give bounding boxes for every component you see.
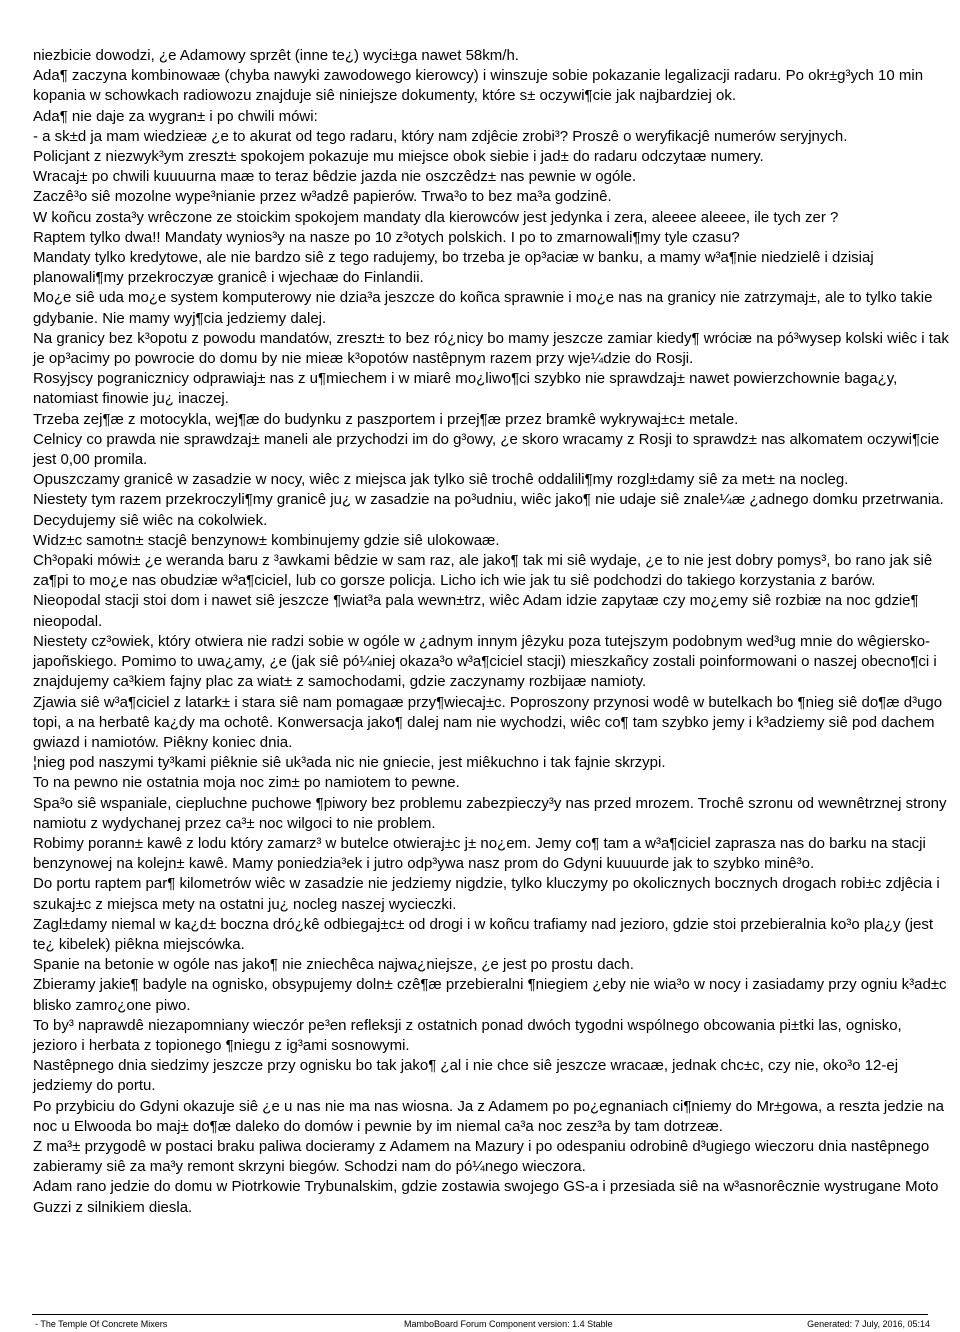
paragraph: Mo¿e siê uda mo¿e system komputerowy nie dzia³a jeszcze do koñca sprawnie i mo¿e nas na granicy nie zatrzymaj±, ale to tylko takie gdybanie. Nie mamy wyj¶cia jedziemy dalej. [33,289,933,327]
paragraph: Zjawia siê w³a¶ciciel z latark± i stara siê nam pomagaæ przy¶wiecaj±c. Poproszony przynosi wodê w butelkach bo ¶nieg siê do¶æ d³ugo topi, a na herbatê ka¿dy ma ochotê. Konwersacja jako¶ dalej nam nie wychodzi, wiêc co¶ tam szybko jemy i k³adziemy siê pod dachem gwiazd i namiotów. Piêkny koniec dnia. [33,693,943,751]
paragraph: Zaczê³o siê mozolne wype³nianie przez w³adzê papierów. Trwa³o to bez ma³a godzinê. [33,188,612,206]
paragraph: Policjant z niezwyk³ym zreszt± spokojem pokazuje mu miejsce obok siebie i jad± do radaru odczytaæ numery. [33,148,764,166]
paragraph: Ada¶ nie daje za wygran± i po chwili mówi: [33,107,318,125]
paragraph: - a sk±d ja mam wiedzieæ ¿e to akurat od tego radaru, który nam zdjêcie zrobi³? Proszê o weryfikacjê numerów seryjnych. [33,127,848,145]
paragraph: To na pewno nie ostatnia moja noc zim± po namiotem to pewne. [33,774,460,792]
paragraph: To by³ naprawdê niezapomniany wieczór pe³en refleksji z ostatnich ponad dwóch tygodni wspólnego obcowania pi±tki las, ognisko, jezioro i herbata z topionego ¶niegu z ig³ami sosnowymi. [33,1016,902,1054]
paragraph: Wracaj± po chwili kuuuurna maæ to teraz bêdzie jazda nie oszczêdz± nas pewnie w ogóle. [33,168,637,186]
document-body [33,46,949,1218]
page-footer [32,1318,930,1330]
paragraph: Opuszczamy granicê w zasadzie w nocy, wiêc z miejsca jak tylko siê trochê oddalili¶my rozgl±damy siê za met± na nocleg. [33,471,849,489]
paragraph: Rosyjscy pogranicznicy odprawiaj± nas z u¶miechem i w miarê mo¿liwo¶ci szybko nie sprawdzaj± nawet powierzchownie baga¿y, natomiast finowie ju¿ inaczej. [33,370,898,408]
paragraph: Po przybiciu do Gdyni okazuje siê ¿e u nas nie ma nas wiosna. Ja z Adamem po po¿egnaniach ci¶niemy do Mr±gowa, a reszta jedzie na noc u Elwooda bo maj± do¶æ daleko do domów i pewnie by im niemal ca³a noc zesz³a by tam dotrzeæ. [33,1097,944,1135]
paragraph: Nieopodal stacji stoi dom i nawet siê jeszcze ¶wiat³a pala wewn±trz, wiêc Adam idzie zapytaæ czy mo¿emy siê rozbiæ na noc gdzie¶ nieopodal. [33,592,919,630]
paragraph: Zbieramy jakie¶ badyle na ognisko, obsypujemy doln± czê¶æ przebieralni ¶niegiem ¿eby nie wia³o w nocy i zasiadamy przy ogniu k³ad±c blisko zamro¿one piwo. [33,976,947,1014]
paragraph: Raptem tylko dwa!! Mandaty wynios³y na nasze po 10 z³otych polskich. I po to zmarnowali¶my tyle czasu? [33,228,740,246]
paragraph: niezbicie dowodzi, ¿e Adamowy sprzêt (inne te¿) wyci±ga nawet 58km/h. [33,47,519,64]
paragraph: Adam rano jedzie do domu w Piotrkowie Trybunalskim, gdzie zostawia swojego GS-a i przesiada siê na w³asnorêcznie wystrugane Moto Guzzi z silnikiem diesla. [33,1178,939,1216]
paragraph: Ch³opaki mówi± ¿e weranda baru z ³awkami bêdzie w sam raz, ale jako¶ tak mi siê wydaje, ¿e to nie jest dobry pomys³, bo rano jak siê za¶pi to mo¿e nas obudziæ w³a¶ciciel, lub co gorsze policja. Licho ich wie jak tu siê podchodzi do takiego korzystania z barów. [33,552,933,590]
paragraph: Niestety tym razem przekroczyli¶my granicê ju¿ w zasadzie na po³udniu, wiêc jako¶ nie udaje siê znale¼æ ¿adnego domku przetrwania. Decydujemy siê wiêc na cokolwiek. [33,491,944,529]
paragraph: Trzeba zej¶æ z motocykla, wej¶æ do budynku z paszportem i przej¶æ przez bramkê wykrywaj±c± metale. [33,410,739,428]
paragraph: Widz±c samotn± stacjê benzynow± kombinujemy gdzie siê ulokowaæ. [33,531,500,549]
paragraph: Zagl±damy niemal w ka¿d± boczna dró¿kê odbiegaj±c± od drogi i w koñcu trafiamy nad jezioro, gdzie stoi przebieralnia ko³o pla¿y (jest te¿ kibelek) piêkna miejscówka. [33,915,934,953]
paragraph: ¦nieg pod naszymi ty³kami piêknie siê uk³ada nic nie gniecie, jest miêkuchno i tak fajnie skrzypi. [33,754,666,772]
paragraph: Mandaty tylko kredytowe, ale nie bardzo siê z tego radujemy, bo trzeba je op³aciæ w banku, a mamy w³a¶nie niedzielê i dzisiaj planowali¶my przekroczyæ granicê i wjechaæ do Finlandii. [33,249,874,287]
paragraph: Do portu raptem par¶ kilometrów wiêc w zasadzie nie jedziemy nigdzie, tylko kluczymy po okolicznych bocznych drogach robi±c zdjêcia i szukaj±c z miejsca mety na ostatni ju¿ nocleg naszej wycieczki. [33,875,940,913]
paragraph: Spanie na betonie w ogóle nas jako¶ nie zniechêca najwa¿niejsze, ¿e jest po prostu dach. [33,956,634,974]
paragraph: W koñcu zosta³y wrêczone ze stoickim spokojem mandaty dla kierowców jest jedynka i zera, aleeee aleeee, ile tych zer ? [33,208,839,226]
footer-component-version: MamboBoard Forum Component version: 1.4 Stable [404,1319,613,1329]
paragraph: Na granicy bez k³opotu z powodu mandatów, zreszt± to bez ró¿nicy bo mamy jeszcze zamiar kiedy¶ wróciæ na pó³wysep kolski wiêc i tak je op³acimy po powrocie do domu by nie mieæ k³opotów nastêpnym razem przy wje¼dzie do Rosji. [33,329,949,368]
paragraph: Celnicy co prawda nie sprawdzaj± maneli ale przychodzi im do g³owy, ¿e skoro wracamy z Rosji to sprawdz± nas alkomatem oczywi¶cie jest 0,00 promila. [33,430,940,469]
paragraph: Nastêpnego dnia siedzimy jeszcze przy ognisku bo tak jako¶ ¿al i nie chce siê jeszcze wracaæ, jednak chc±c, czy nie, oko³o 12-ej jedziemy do portu. [33,1057,899,1095]
paragraph: Niestety cz³owiek, który otwiera nie radzi sobie w ogóle w ¿adnym innym jêzyku poza tutejszym podobnym wed³ug mnie do wêgiersko-japoñskiego. Pomimo to uwa¿amy, ¿e (jak siê pó¼niej okaza³o w³a¶ciciel stacji) mieszkañcy zostali poinformowani o naszej obecno¶ci i znajdujemy ca³kiem fajny plac za wiat± z samochodami, gdzie zaczynamy rozbijaæ namioty. [33,632,937,691]
footer-generated-date: Generated: 7 July, 2016, 05:14 [807,1319,930,1329]
paragraph: Ada¶ zaczyna kombinowaæ (chyba nawyki zawodowego kierowcy) i winszuje sobie pokazanie legalizacji radaru. Po okr±g³ych 10 min kopania w schowkach radiowozu znajduje siê niniejsze dokumenty, które s± oczywi¶cie jak najbardziej ok. [33,67,924,105]
footer-site-name: - The Temple Of Concrete Mixers [35,1319,168,1329]
paragraph: Robimy porann± kawê z lodu który zamarz³ w butelce otwieraj±c j± no¿em. Jemy co¶ tam a w³a¶ciciel zaprasza nas do barku na stacji benzynowej na kolejn± kawê. Mamy poniedzia³ek i jutro odp³ywa nasz prom do Gdyni kuuuurde jak to szybko minê³o. [33,834,926,873]
footer-divider [32,1314,928,1315]
paragraph: Z ma³± przygodê w postaci braku paliwa docieramy z Adamem na Mazury i po odespaniu odrobinê d³ugiego wieczoru dnia nastêpnego zabieramy siê za ma³y remont skrzyni biegów. Schodzi nam do pó¼nego wieczora. [33,1137,930,1176]
paragraph: Spa³o siê wspaniale, ciepluchne puchowe ¶piwory bez problemu zabezpieczy³y nas przed mrozem. Trochê szronu od wewnêtrznej strony namiotu z wydychanej przez ca³± noc wilgoci to nie problem. [33,794,947,832]
